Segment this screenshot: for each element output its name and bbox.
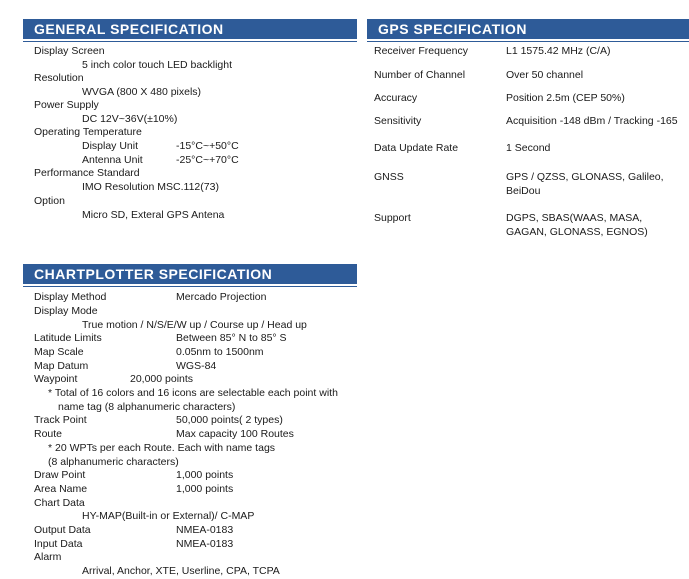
spec-label: Receiver Frequency [374,45,468,57]
spec-value: Micro SD, Exteral GPS Antena [82,209,225,221]
spec-label: Latitude Limits [34,332,102,344]
chartplotter-spec-header [23,264,357,284]
spec-value: Position 2.5m (CEP 50%) [506,92,625,104]
spec-label: Option [34,195,65,207]
spec-label: Map Scale [34,346,84,358]
spec-value: WGS-84 [176,360,217,372]
spec-label: Sensitivity [374,115,422,127]
spec-value: NMEA-0183 [176,524,234,536]
spec-label: Draw Point [34,469,86,481]
gps-spec-header [367,19,689,39]
spec-value: DGPS, SBAS(WAAS, MASA, [506,212,643,224]
spec-value: 1,000 points [176,469,234,481]
spec-value: Arrival, Anchor, XTE, Userline, CPA, TCPA [82,565,280,577]
spec-value: -25°C~+70°C [176,154,239,166]
spec-label: Waypoint [34,373,78,385]
spec-value: 50,000 points( 2 types) [176,414,283,426]
spec-value: 20,000 points [130,373,194,385]
spec-label: Performance Standard [34,167,140,179]
spec-label: Output Data [34,524,91,536]
spec-label: Antenna Unit [82,154,143,166]
spec-value: Mercado Projection [176,291,267,303]
spec-label: Power Supply [34,99,99,111]
header-underline [23,41,357,42]
spec-value: DC 12V~36V(±10%) [82,113,178,125]
spec-value: NMEA-0183 [176,538,234,550]
spec-value: GPS / QZSS, GLONASS, Galileo, [506,171,664,183]
spec-value: Between 85° N to 85° S [176,332,287,344]
spec-note: * Total of 16 colors and 16 icons are selectable each point with [48,387,338,399]
spec-value: 1,000 points [176,483,234,495]
header-underline [23,286,357,287]
spec-label: GNSS [374,171,404,183]
spec-label: Support [374,212,411,224]
spec-label: Display Unit [82,140,139,152]
spec-note: * 20 WPTs per each Route. Each with name tags [48,442,276,454]
spec-value: -15°C~+50°C [176,140,239,152]
spec-label: Map Datum [34,360,89,372]
gps-spec-title: GPS SPECIFICATION [378,21,528,37]
spec-value: 5 inch color touch LED backlight [82,59,232,71]
spec-value: HY-MAP(Built-in or External)/ C-MAP [82,510,255,522]
spec-value: Over 50 channel [506,69,584,81]
spec-value: 0.05nm to 1500nm [176,346,264,358]
general-spec-title: GENERAL SPECIFICATION [34,21,224,37]
spec-label: Alarm [34,551,62,563]
spec-value: BeiDou [506,185,541,197]
header-underline [367,41,689,42]
spec-note: name tag (8 alphanumeric characters) [58,401,236,413]
spec-value: L1 1575.42 MHz (C/A) [506,45,611,57]
spec-label: Number of Channel [374,69,466,81]
spec-value: True motion / N/S/E/W up / Course up / Head up [82,319,307,331]
spec-value: IMO Resolution MSC.112(73) [82,181,219,193]
spec-value: 1 Second [506,142,551,154]
spec-value: WVGA (800 X 480 pixels) [82,86,202,98]
spec-value: GAGAN, GLONASS, EGNOS) [506,226,648,238]
spec-label: Accuracy [374,92,418,104]
spec-label: Data Update Rate [374,142,459,154]
spec-label: Chart Data [34,497,85,509]
spec-label: Display Mode [34,305,98,317]
spec-label: Resolution [34,72,84,84]
spec-label: Display Screen [34,45,105,57]
spec-label: Operating Temperature [34,126,142,138]
spec-value: Acquisition -148 dBm / Tracking -165 [506,115,678,127]
spec-label: Input Data [34,538,83,550]
spec-label: Display Method [34,291,107,303]
spec-label: Track Point [34,414,87,426]
spec-label: Route [34,428,63,440]
chartplotter-spec-title: CHARTPLOTTER SPECIFICATION [34,266,273,282]
spec-label: Area Name [34,483,88,495]
spec-value: Max capacity 100 Routes [176,428,294,440]
spec-note: (8 alphanumeric characters) [48,456,179,468]
general-spec-header [23,19,357,39]
